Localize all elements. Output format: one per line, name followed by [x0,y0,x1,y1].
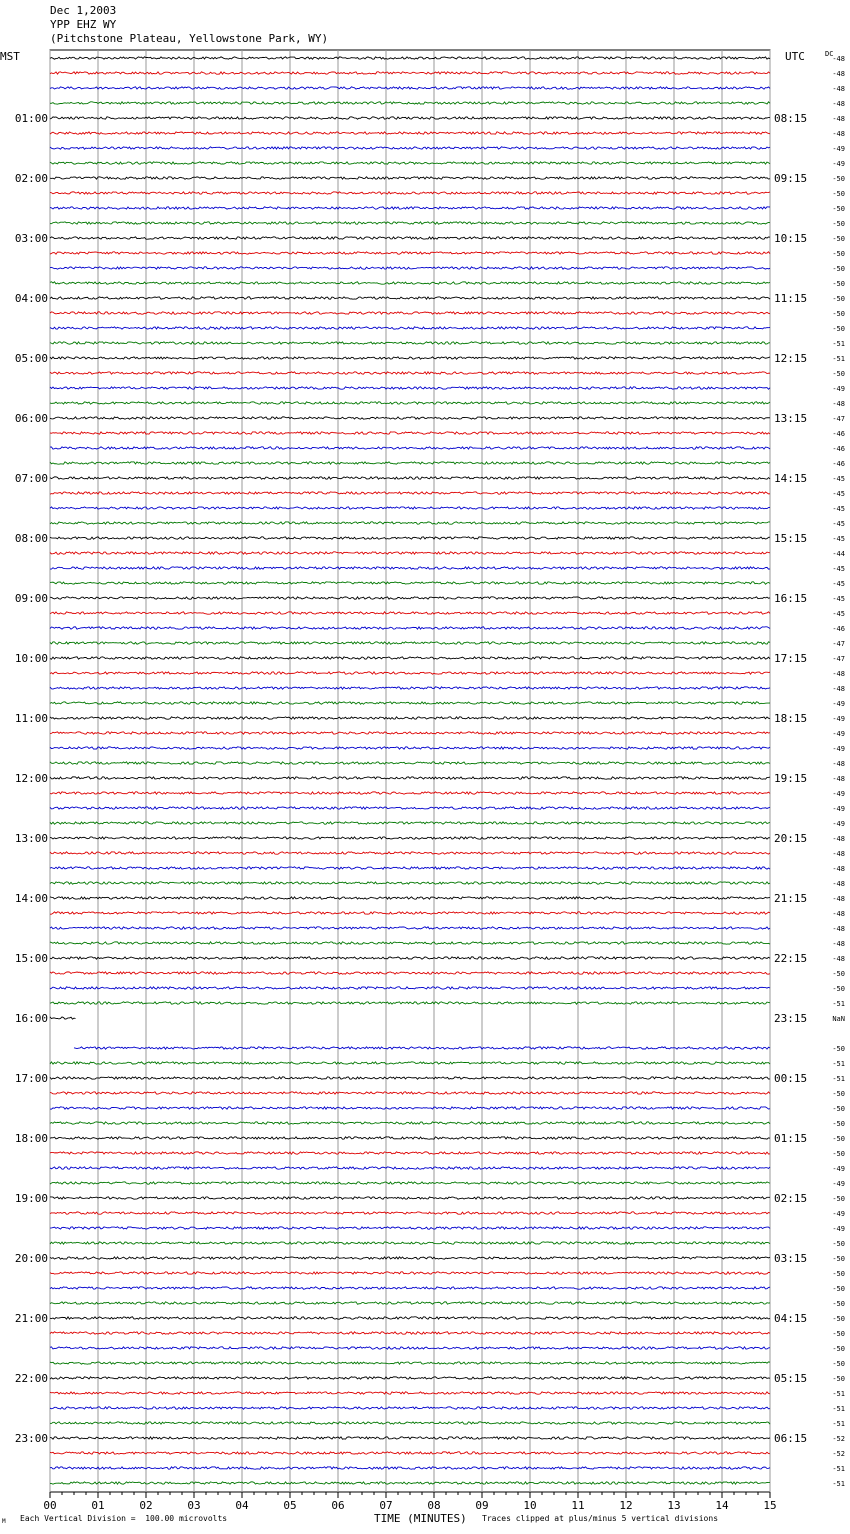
dc-offset-label: -52 [832,1450,845,1458]
dc-offset-label: -47 [832,415,845,423]
dc-offset-label: -51 [832,1420,845,1428]
right-hour-label: 11:15 [774,292,808,305]
dc-offset-label: -45 [832,490,845,498]
dc-offset-label: -48 [832,880,845,888]
dc-offset-label: -45 [832,535,845,543]
dc-offset-label: -48 [832,850,845,858]
dc-offset-label: -50 [832,1045,845,1053]
trace-line [50,477,770,479]
dc-offset-label: -50 [832,1195,845,1203]
trace-line [50,207,770,209]
left-hour-label: 13:00 [14,832,48,845]
dc-offset-label: -50 [832,1135,845,1143]
dc-offset-label: -48 [832,775,845,783]
x-tick-label: 05 [283,1499,297,1512]
dc-offset-label: -46 [832,430,845,438]
right-hour-label: 15:15 [774,532,808,545]
dc-offset-label: -51 [832,355,845,363]
left-hour-label: 01:00 [14,112,48,125]
trace-line [50,552,770,554]
dc-header-label: DC [825,50,834,58]
dc-offset-label: -50 [832,1285,845,1293]
dc-offset-label: -50 [832,250,845,258]
dc-offset-label: -49 [832,745,845,753]
trace-line [50,732,770,734]
trace-line [50,792,770,794]
dc-offset-label: -48 [832,835,845,843]
trace-line [50,222,770,224]
trace-line [50,972,770,974]
trace-line [50,267,770,269]
dc-offset-label: -49 [832,385,845,393]
dc-offset-label: -50 [832,1150,845,1158]
trace-line [50,867,770,869]
timezone-left-label: MST [0,50,20,63]
dc-offset-label: -51 [832,1060,845,1068]
trace-line [50,402,770,404]
trace-line [50,1122,770,1124]
x-tick-label: 07 [379,1499,393,1512]
left-hour-label: 06:00 [14,412,48,425]
trace-line [50,282,770,284]
trace-line [50,702,770,704]
dc-offset-label: -51 [832,1480,845,1488]
left-hour-label: 11:00 [14,712,48,725]
dc-offset-label: -48 [832,895,845,903]
trace-line [50,87,770,89]
dc-offset-label: -49 [832,1165,845,1173]
trace-line [50,132,770,134]
trace-line [50,1137,770,1139]
trace-line [50,1347,770,1349]
trace-line [50,462,770,464]
right-hour-label: 23:15 [774,1012,808,1025]
dc-offset-label: -50 [832,1315,845,1323]
dc-offset-label: -50 [832,280,845,288]
trace-line [50,597,770,599]
trace-line [50,627,770,629]
dc-offset-label: -50 [832,970,845,978]
x-tick-label: 12 [619,1499,633,1512]
dc-offset-label: -49 [832,1225,845,1233]
dc-offset-label: -49 [832,790,845,798]
dc-offset-label: -50 [832,1120,845,1128]
x-tick-label: 09 [475,1499,489,1512]
trace-line [50,342,770,344]
trace-line [50,1242,770,1244]
dc-offset-label: -49 [832,160,845,168]
trace-line [50,1092,770,1094]
dc-offset-label: -48 [832,925,845,933]
trace-line [74,1047,770,1049]
trace-line [50,432,770,434]
trace-line [50,957,770,959]
trace-line [50,1377,770,1379]
trace-line [50,657,770,659]
trace-line [50,1077,770,1079]
right-hour-label: 22:15 [774,952,808,965]
right-hour-label: 18:15 [774,712,808,725]
trace-line [50,1287,770,1289]
right-hour-label: 13:15 [774,412,808,425]
dc-offset-label: -44 [832,550,845,558]
dc-offset-label: -50 [832,1300,845,1308]
right-hour-label: 04:15 [774,1312,808,1325]
left-hour-label: 02:00 [14,172,48,185]
x-tick-label: 04 [235,1499,249,1512]
dc-offset-label: -48 [832,940,845,948]
right-hour-label: 00:15 [774,1072,808,1085]
dc-offset-label: -48 [832,100,845,108]
dc-offset-label: -47 [832,655,845,663]
trace-line [50,1017,76,1019]
dc-offset-label: -51 [832,1405,845,1413]
x-tick-label: 14 [715,1499,729,1512]
trace-line [50,1422,770,1424]
dc-offset-label: -49 [832,700,845,708]
x-tick-label: 00 [43,1499,57,1512]
left-hour-label: 09:00 [14,592,48,605]
x-tick-label: 11 [571,1499,585,1512]
location-label: (Pitchstone Plateau, Yellowstone Park, WY) [50,32,329,45]
trace-line [50,762,770,764]
trace-line [50,1227,770,1229]
trace-line [50,1302,770,1304]
x-tick-label: 03 [187,1499,201,1512]
trace-line [50,1332,770,1334]
dc-offset-label: -48 [832,685,845,693]
trace-line [50,252,770,254]
trace-line [50,417,770,419]
left-hour-label: 03:00 [14,232,48,245]
trace-line [50,927,770,929]
clip-note: Traces clipped at plus/minus 5 vertical divisions [482,1514,719,1523]
right-hour-label: 19:15 [774,772,808,785]
dc-offset-label: -49 [832,805,845,813]
trace-line [50,1197,770,1199]
trace-line [50,357,770,359]
right-hour-label: 03:15 [774,1252,808,1265]
dc-offset-label: -50 [832,985,845,993]
trace-line [50,1317,770,1319]
dc-offset-label: -51 [832,340,845,348]
dc-offset-label: -52 [832,1435,845,1443]
trace-line [50,492,770,494]
trace-line [50,1392,770,1394]
left-hour-label: 14:00 [14,892,48,905]
station-label: YPP EHZ WY [50,18,117,31]
dc-offset-label: -46 [832,460,845,468]
trace-line [50,987,770,989]
left-hour-label: 08:00 [14,532,48,545]
trace-line [50,687,770,689]
dc-offset-label: -49 [832,730,845,738]
dc-offset-label: -45 [832,520,845,528]
trace-line [50,537,770,539]
dc-offset-label: -50 [832,310,845,318]
right-hour-label: 10:15 [774,232,808,245]
dc-offset-label: -50 [832,235,845,243]
left-hour-label: 16:00 [14,1012,48,1025]
left-hour-label: 18:00 [14,1132,48,1145]
dc-offset-label: -48 [832,910,845,918]
dc-offset-label: -45 [832,595,845,603]
trace-line [50,312,770,314]
trace-line [50,852,770,854]
dc-offset-label: -45 [832,565,845,573]
trace-line [50,162,770,164]
left-hour-label: 05:00 [14,352,48,365]
scale-note: Each Vertical Division = 100.00 microvolts [20,1514,228,1523]
dc-offset-label: -50 [832,370,845,378]
right-hour-label: 21:15 [774,892,808,905]
x-tick-label: 01 [91,1499,105,1512]
trace-line [50,102,770,104]
trace-line [50,747,770,749]
trace-line [50,822,770,824]
trace-line [50,177,770,179]
dc-offset-label: -50 [832,1270,845,1278]
trace-line [50,447,770,449]
dc-offset-label: -50 [832,1375,845,1383]
x-tick-label: 02 [139,1499,153,1512]
trace-line [50,1152,770,1154]
dc-offset-label: -50 [832,190,845,198]
left-hour-label: 22:00 [14,1372,48,1385]
left-hour-label: 21:00 [14,1312,48,1325]
dc-offset-label: -51 [832,1390,845,1398]
x-tick-label: 13 [667,1499,681,1512]
left-hour-label: 23:00 [14,1432,48,1445]
dc-offset-label: -48 [832,85,845,93]
dc-offset-label: -50 [832,1255,845,1263]
dc-offset-label: -48 [832,760,845,768]
dc-offset-label: -45 [832,505,845,513]
dc-offset-label: -50 [832,1330,845,1338]
trace-line [50,882,770,884]
dc-offset-label: -50 [832,175,845,183]
trace-line [50,1257,770,1259]
trace-line [50,1452,770,1454]
left-hour-label: 10:00 [14,652,48,665]
dc-offset-label: -49 [832,1180,845,1188]
trace-line [50,237,770,239]
trace-line [50,147,770,149]
timezone-right-label: UTC [785,50,805,63]
dc-offset-label: -49 [832,1210,845,1218]
right-hour-label: 09:15 [774,172,808,185]
right-hour-label: 12:15 [774,352,808,365]
left-hour-label: 19:00 [14,1192,48,1205]
left-hour-label: 15:00 [14,952,48,965]
trace-line [50,1467,770,1469]
left-hour-label: 12:00 [14,772,48,785]
dc-offset-label: -48 [832,115,845,123]
dc-offset-label: -51 [832,1000,845,1008]
dc-offset-label: -50 [832,220,845,228]
trace-line [50,612,770,614]
dc-offset-label: -48 [832,955,845,963]
dc-offset-label: -50 [832,1360,845,1368]
dc-offset-label: -46 [832,445,845,453]
dc-offset-label: -50 [832,1345,845,1353]
trace-line [50,1212,770,1214]
dc-offset-label: -49 [832,145,845,153]
trace-line [50,297,770,299]
right-hour-label: 16:15 [774,592,808,605]
trace-line [50,522,770,524]
trace-line [50,72,770,74]
x-tick-label: 08 [427,1499,441,1512]
trace-line [50,1107,770,1109]
trace-line [50,897,770,899]
trace-line [50,1362,770,1364]
x-tick-label: 15 [763,1499,777,1512]
dc-offset-label: -48 [832,70,845,78]
dc-offset-label: -51 [832,1465,845,1473]
left-hour-label: 17:00 [14,1072,48,1085]
dc-offset-label: -50 [832,265,845,273]
trace-line [50,567,770,569]
right-hour-label: 17:15 [774,652,808,665]
right-hour-label: 06:15 [774,1432,808,1445]
dc-offset-label: -45 [832,610,845,618]
dc-offset-label: -50 [832,1090,845,1098]
trace-line [50,1482,770,1484]
dc-offset-label: -48 [832,400,845,408]
dc-offset-label: -50 [832,205,845,213]
trace-line [50,942,770,944]
x-tick-label: 06 [331,1499,345,1512]
dc-offset-label: NaN [832,1015,845,1023]
trace-line [50,642,770,644]
left-hour-label: 04:00 [14,292,48,305]
trace-line [50,777,770,779]
trace-line [50,807,770,809]
left-hour-label: 07:00 [14,472,48,485]
trace-line [50,1437,770,1439]
dc-offset-label: -47 [832,640,845,648]
trace-line [50,582,770,584]
trace-line [50,372,770,374]
trace-line [50,717,770,719]
left-hour-label: 20:00 [14,1252,48,1265]
dc-offset-label: -48 [832,130,845,138]
dc-offset-label: -51 [832,1075,845,1083]
trace-line [50,672,770,674]
trace-line [50,1272,770,1274]
trace-line [50,1062,770,1064]
dc-offset-label: -50 [832,295,845,303]
date-label: Dec 1,2003 [50,4,117,17]
dc-offset-label: -48 [832,670,845,678]
trace-line [50,1407,770,1409]
trace-line [50,507,770,509]
corner-mark: M [2,1518,6,1525]
trace-line [50,57,770,59]
dc-offset-label: -45 [832,475,845,483]
right-hour-label: 01:15 [774,1132,808,1145]
dc-offset-label: -46 [832,625,845,633]
right-hour-label: 05:15 [774,1372,808,1385]
dc-offset-label: -48 [832,55,845,63]
dc-offset-label: -50 [832,1105,845,1113]
right-hour-label: 08:15 [774,112,808,125]
trace-line [50,912,770,914]
trace-line [50,192,770,194]
dc-offset-label: -49 [832,715,845,723]
dc-offset-label: -45 [832,580,845,588]
dc-offset-label: -50 [832,1240,845,1248]
dc-offset-label: -48 [832,865,845,873]
right-hour-label: 02:15 [774,1192,808,1205]
dc-offset-label: -49 [832,820,845,828]
trace-line [50,117,770,119]
trace-line [50,837,770,839]
trace-line [50,1167,770,1169]
right-hour-label: 14:15 [774,472,808,485]
x-tick-label: 10 [523,1499,537,1512]
trace-line [50,1002,770,1004]
right-hour-label: 20:15 [774,832,808,845]
dc-offset-label: -50 [832,325,845,333]
trace-line [50,1182,770,1184]
x-axis-title: TIME (MINUTES) [374,1512,467,1525]
trace-line [50,327,770,329]
trace-line [50,387,770,389]
